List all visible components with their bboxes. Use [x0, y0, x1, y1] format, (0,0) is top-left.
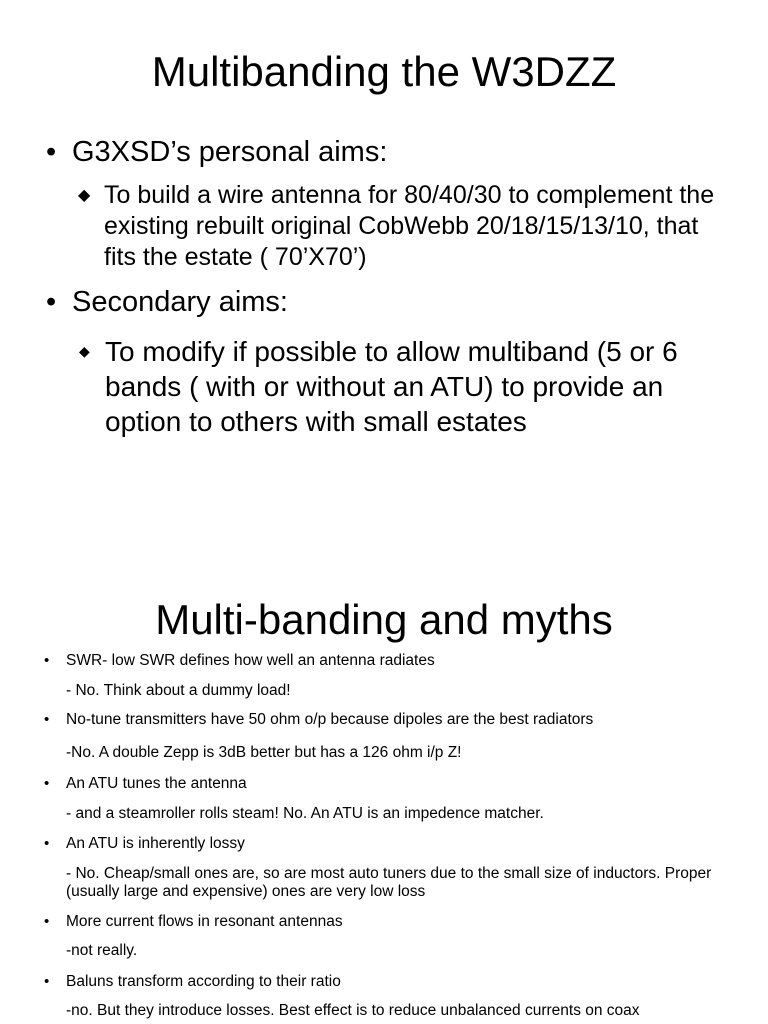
myth-reply: -not really.	[66, 942, 138, 959]
myth-bullet: • Baluns transform according to their ratio	[44, 973, 341, 990]
myth-bullet: • An ATU tunes the antenna	[44, 775, 247, 792]
slide-2-title: Multi-banding and myths	[155, 596, 613, 643]
diamond-bullet-icon: ◆	[79, 343, 90, 359]
myth-reply: - No. Cheap/small ones are, so are most auto tuners due to the small size of inductors. Proper (usually large and expensive) ones are very low loss	[66, 865, 712, 900]
slide-2	[0, 590, 768, 1024]
slide-1-title: Multibanding the W3DZZ	[151, 48, 617, 95]
bullet-dot-icon: •	[46, 136, 57, 168]
myth-bullet: • An ATU is inherently lossy	[44, 835, 245, 852]
bullet-dot-icon: •	[44, 835, 50, 852]
myth-bullet: • No-tune transmitters have 50 ohm o/p because dipoles are the best radiators	[44, 711, 594, 728]
slide-1: Multibanding the W3DZZ • G3XSD’s personal aims: ◆ To build a wire antenna for 80/40/30 to complement the existing rebuilt original CobWebb 20/18/15/13/10, that fits the estate ( 70’X70’) • Secondary aims: ◆ To modify if possible to allow multiband (5 or 6 bands ( with or without an ATU) to provide an option to others with small estates	[0, 0, 768, 520]
myth-reply: -No. A double Zepp is 3dB better but has a 126 ohm i/p Z!	[66, 744, 462, 761]
myth-bullet: • SWR- low SWR defines how well an antenna radiates	[44, 652, 435, 669]
bullet-dot-icon: •	[44, 973, 50, 990]
bullet-dot-icon: •	[44, 775, 50, 792]
myth-bullet: • More current flows in resonant antennas	[44, 913, 343, 930]
myth-reply: -no. But they introduce losses. Best effect is to reduce unbalanced currents on coax	[66, 1002, 640, 1019]
bullet-dot-icon: •	[44, 652, 50, 669]
myth-reply: - No. Think about a dummy load!	[66, 682, 291, 699]
diamond-bullet-icon: ◆	[78, 187, 91, 204]
bullet-dot-icon: •	[44, 913, 50, 930]
bullet-dot-icon: •	[46, 286, 57, 318]
myth-reply: - and a steamroller rolls steam! No. An ATU is an impedence matcher.	[66, 805, 544, 822]
bullet-dot-icon: •	[44, 711, 50, 728]
